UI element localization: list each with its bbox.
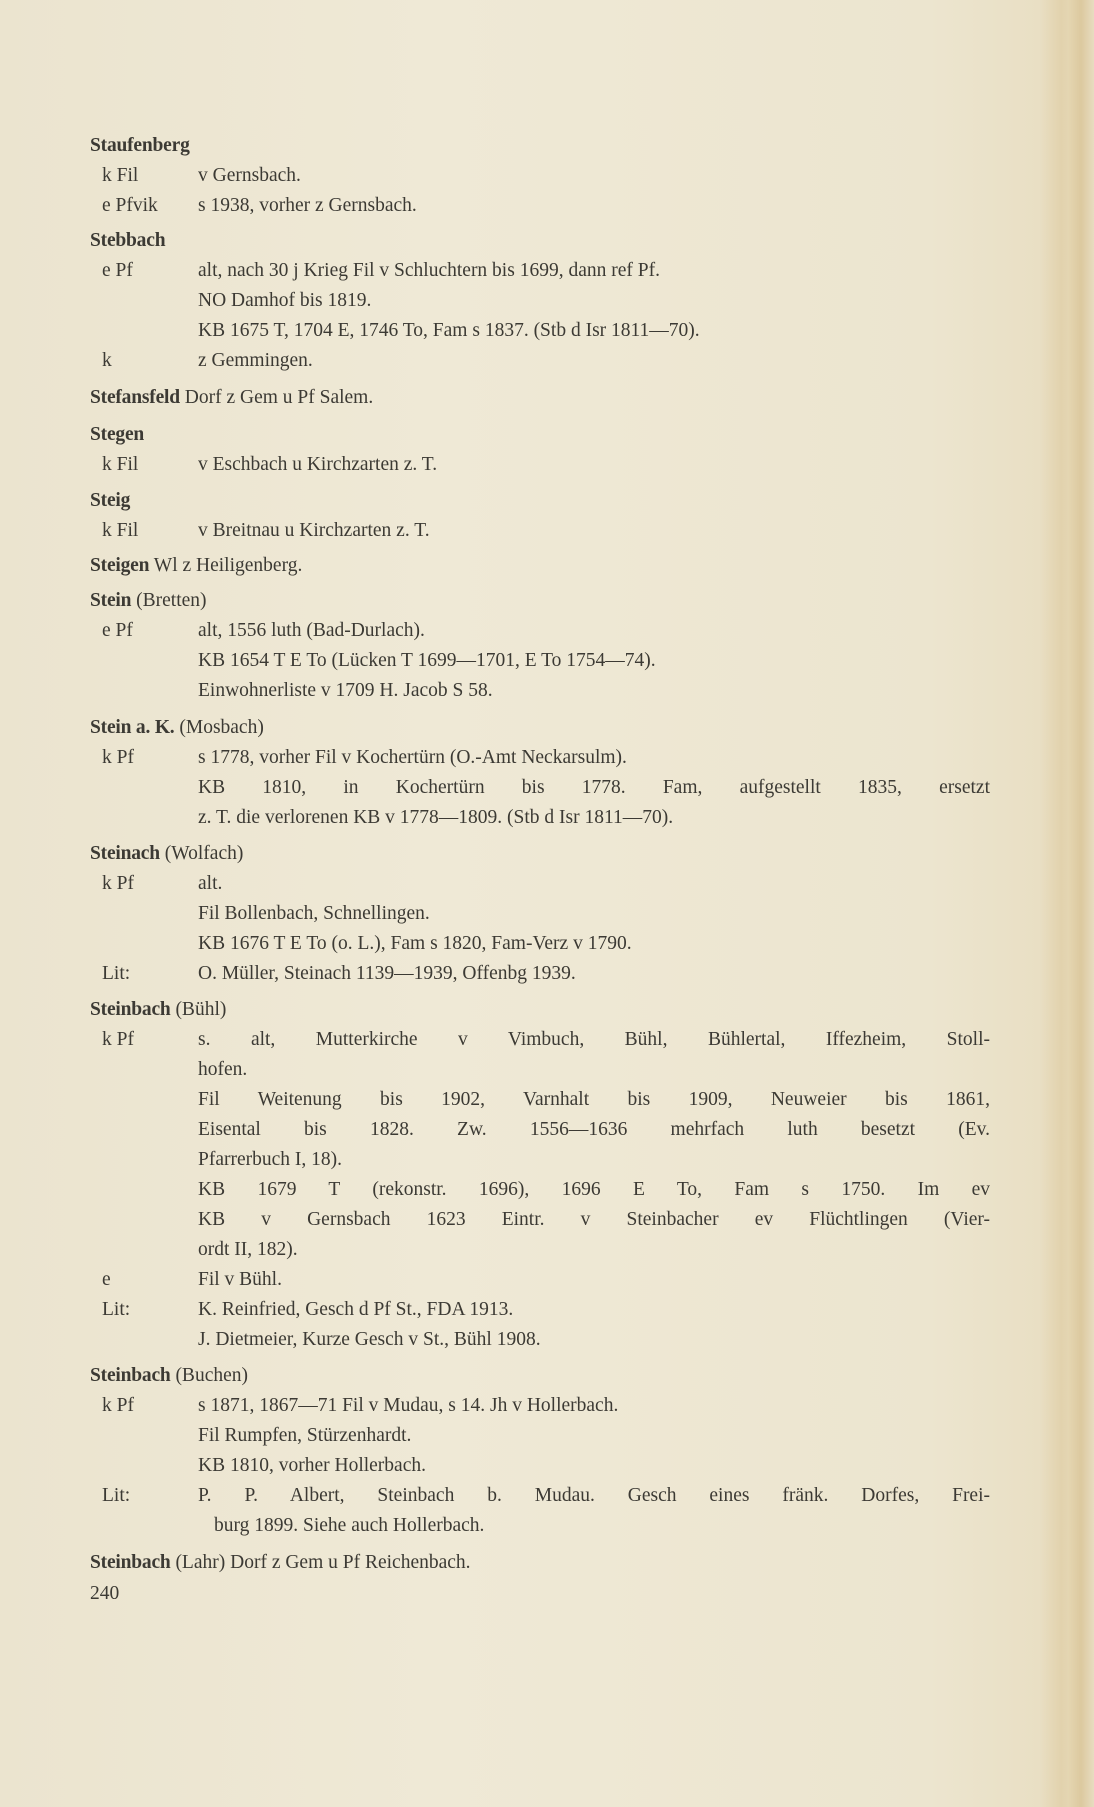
- row-text: v Eschbach u Kirchzarten z. T.: [198, 454, 438, 475]
- headword: Stein a. K.: [90, 717, 175, 738]
- row-label: e Pf: [102, 260, 133, 281]
- entry-headword-line: [90, 586, 207, 616]
- row-text: z Gemmingen.: [198, 350, 313, 371]
- row-label: Lit:: [102, 1299, 131, 1320]
- row-text: KB 1810, vorher Hollerbach.: [198, 1455, 426, 1476]
- row-text: Eisental bis 1828. Zw. 1556—1636 mehrfach luth besetzt (Ev.: [198, 1119, 990, 1140]
- row-label: k Fil: [102, 520, 139, 541]
- row-label: k Fil: [102, 454, 139, 475]
- entry-headword-line: [90, 420, 144, 450]
- entry-headword-line: [90, 1548, 471, 1578]
- row-text: s. alt, Mutterkirche v Vimbuch, Bühl, Bühlertal, Iffezheim, Stoll-: [198, 1029, 990, 1050]
- row-text: Fil v Bühl.: [198, 1269, 282, 1290]
- row-text: s 1778, vorher Fil v Kochertürn (O.-Amt Neckarsulm).: [198, 747, 627, 768]
- inline-text: Wl z Heiligenberg.: [153, 555, 303, 576]
- row-text: ordt II, 182).: [198, 1239, 298, 1260]
- place-qualifier: (Wolfach): [164, 843, 244, 864]
- entry-headword-line: [90, 486, 130, 516]
- row-text: alt, nach 30 j Krieg Fil v Schluchtern bis 1699, dann ref Pf.: [198, 260, 660, 281]
- place-qualifier: (Bretten): [136, 590, 207, 611]
- row-text: KB 1679 T (rekonstr. 1696), 1696 E To, Fam s 1750. Im ev: [198, 1179, 990, 1200]
- entry-headword-line: [90, 226, 165, 256]
- row-label: e: [102, 1269, 111, 1290]
- row-label: k Pf: [102, 1395, 134, 1416]
- place-qualifier: (Lahr): [175, 1552, 226, 1573]
- headword: Stein: [90, 590, 132, 611]
- row-label: k Pf: [102, 747, 134, 768]
- headword: Steinbach: [90, 1552, 171, 1573]
- place-qualifier: (Mosbach): [179, 717, 264, 738]
- entry-headword-line: [90, 839, 243, 869]
- row-text: s 1871, 1867—71 Fil v Mudau, s 14. Jh v Hollerbach.: [198, 1395, 619, 1416]
- inline-text: Dorf z Gem u Pf Salem.: [184, 387, 374, 408]
- row-label: k Pf: [102, 873, 134, 894]
- page-number: 240: [90, 1583, 120, 1604]
- row-text: Fil Rumpfen, Stürzenhardt.: [198, 1425, 412, 1446]
- entry-headword-line: [90, 713, 264, 743]
- entry-headword-line: [90, 383, 373, 413]
- row-label: e Pf: [102, 620, 133, 641]
- row-text: NO Damhof bis 1819.: [198, 290, 372, 311]
- row-label: k Fil: [102, 165, 139, 186]
- inline-text: Dorf z Gem u Pf Reichenbach.: [230, 1552, 471, 1573]
- headword: Steinach: [90, 843, 160, 864]
- row-text: alt.: [198, 873, 223, 894]
- page-gutter-edge: [1068, 0, 1094, 1807]
- row-text: Fil Weitenung bis 1902, Varnhalt bis 1909, Neuweier bis 1861,: [198, 1089, 990, 1110]
- headword: Steinbach: [90, 1365, 171, 1386]
- row-text: J. Dietmeier, Kurze Gesch v St., Bühl 1908.: [198, 1329, 541, 1350]
- row-label: Lit:: [102, 1485, 131, 1506]
- entry-headword-line: [90, 995, 226, 1025]
- row-label: e Pfvik: [102, 195, 158, 216]
- row-label: Lit:: [102, 963, 131, 984]
- row-text: alt, 1556 luth (Bad-Durlach).: [198, 620, 425, 641]
- place-qualifier: (Bühl): [175, 999, 227, 1020]
- headword: Steig: [90, 490, 131, 511]
- row-text: hofen.: [198, 1059, 248, 1080]
- row-text: v Breitnau u Kirchzarten z. T.: [198, 520, 430, 541]
- row-text: KB 1654 T E To (Lücken T 1699—1701, E To 1754—74).: [198, 650, 656, 671]
- row-label: k Pf: [102, 1029, 134, 1050]
- entry-headword-line: [90, 551, 302, 581]
- row-text: s 1938, vorher z Gernsbach.: [198, 195, 417, 216]
- row-text: KB 1676 T E To (o. L.), Fam s 1820, Fam-Verz v 1790.: [198, 933, 632, 954]
- row-text: z. T. die verlorenen KB v 1778—1809. (Stb d Isr 1811—70).: [198, 807, 674, 828]
- row-text: burg 1899. Siehe auch Hollerbach.: [214, 1515, 485, 1536]
- entry-headword-line: [90, 131, 190, 161]
- entry-headword-line: [90, 1361, 248, 1391]
- place-qualifier: (Buchen): [175, 1365, 248, 1386]
- headword: Stebbach: [90, 230, 166, 251]
- headword: Steinbach: [90, 999, 171, 1020]
- row-text: Einwohnerliste v 1709 H. Jacob S 58.: [198, 680, 493, 701]
- row-text: v Gernsbach.: [198, 165, 301, 186]
- row-text: K. Reinfried, Gesch d Pf St., FDA 1913.: [198, 1299, 514, 1320]
- headword: Staufenberg: [90, 135, 190, 156]
- row-text: KB 1810, in Kochertürn bis 1778. Fam, aufgestellt 1835, ersetzt: [198, 777, 990, 798]
- row-label: k: [102, 350, 112, 371]
- row-text: KB v Gernsbach 1623 Eintr. v Steinbacher ev Flüchtlingen (Vier-: [198, 1209, 990, 1230]
- row-text: KB 1675 T, 1704 E, 1746 To, Fam s 1837. (Stb d Isr 1811—70).: [198, 320, 700, 341]
- row-text: Pfarrerbuch I, 18).: [198, 1149, 343, 1170]
- headword: Stegen: [90, 424, 145, 445]
- headword: Stefansfeld: [90, 387, 180, 408]
- headword: Steigen: [90, 555, 150, 576]
- row-text: O. Müller, Steinach 1139—1939, Offenbg 1939.: [198, 963, 576, 984]
- row-text: P. P. Albert, Steinbach b. Mudau. Gesch eines fränk. Dorfes, Frei-: [198, 1485, 990, 1506]
- row-text: Fil Bollenbach, Schnellingen.: [198, 903, 430, 924]
